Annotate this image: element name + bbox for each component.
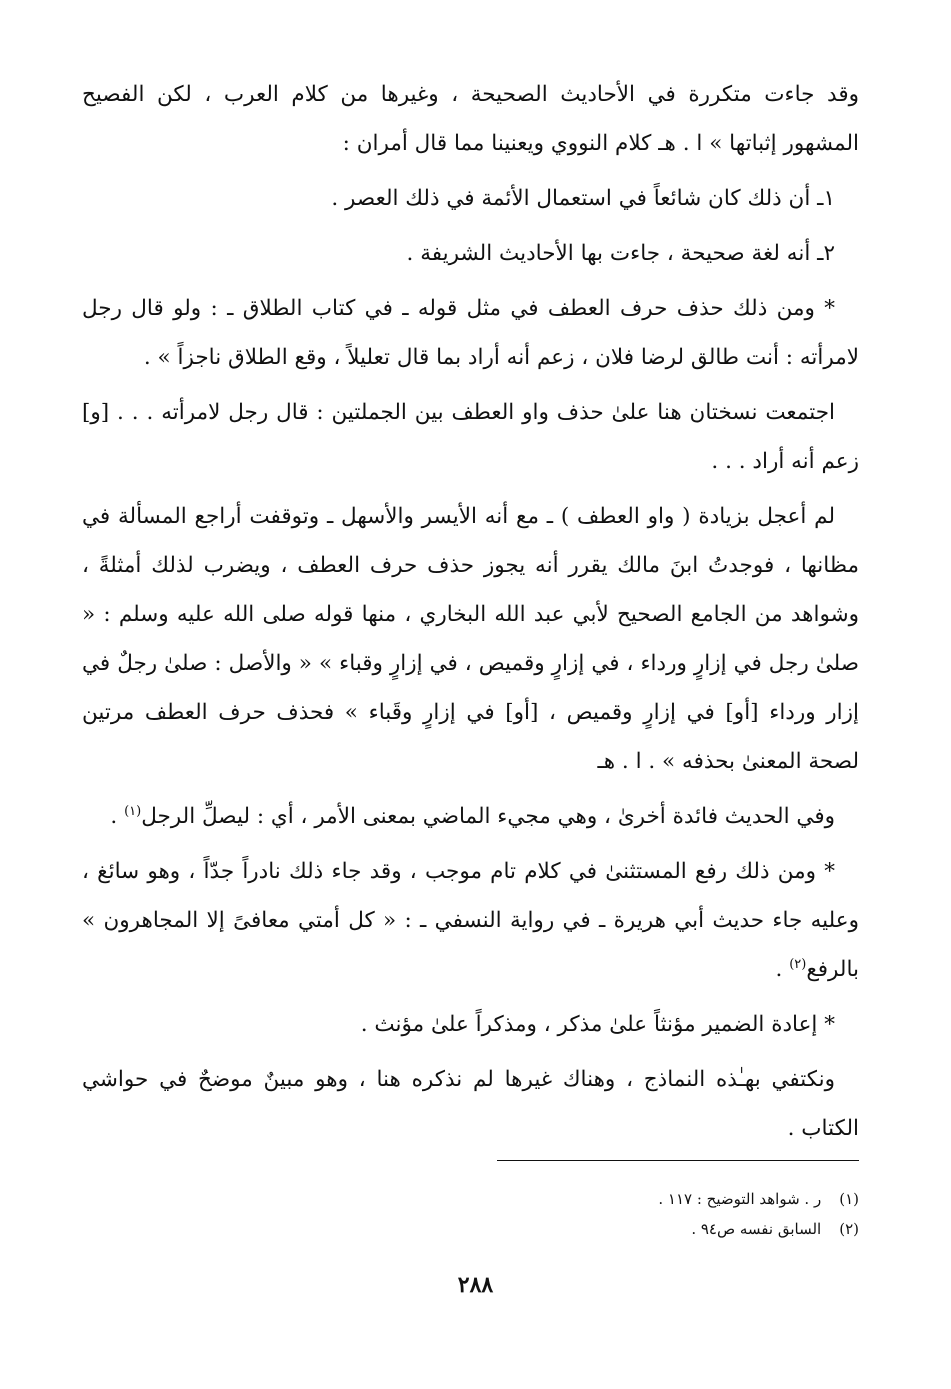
footnote-1-text: ر . شواهد التوضيح : ١١٧ . [658, 1190, 822, 1208]
paragraph-6-text: لم أعجل بزيادة ( واو العطف ) ـ مع أنه الأيسر والأسهل ـ وتوقفت أراجع المسألة في مظانها ، فوجدتُ ابنَ مالك يقرر أنه يجوز حذف حرف العطف ، ويضرب لذلك أمثلةً ، وشواهد من الجامع الصحيح لأبي عبد الله البخاري ، منها قوله صلى الله عليه وسلم : « صلىٰ رجل في إزارٍ ورداء ، في إزارٍ وقميص ، في إزارٍ وقباء » « والأصل : صلىٰ رجلٌ في إزار ورداء [أو] في إزارٍ وقميص ، [أو] في إزارٍ وقَباء » فحذف حرف العطف مرتين لصحة المعنىٰ بحذفه » . ا . هـ [82, 504, 859, 774]
footnote-divider [497, 1160, 859, 1161]
footnotes [82, 1184, 859, 1244]
paragraph-2 [82, 174, 859, 223]
paragraph-9 [82, 1000, 859, 1049]
footnote-2-text: السابق نفسه ص٩٤ . [691, 1220, 822, 1238]
footnote-ref-1: (١) [124, 803, 142, 819]
paragraph-5-text: اجتمعت نسختان هنا علىٰ حذف واو العطف بين الجملتين : قال رجل لامرأته . . . [و] زعم أنه أراد . . . [82, 400, 859, 474]
footnote-1 [82, 1184, 859, 1214]
paragraph-3 [82, 229, 859, 278]
paragraph-4 [82, 284, 859, 382]
footnote-2 [82, 1214, 859, 1244]
paragraph-10-text: ونكتفي بهـٰذه النماذج ، وهناك غيرها لم نذكره هنا ، وهو مبينٌ موضحٌ في حواشي الكتاب . [82, 1067, 859, 1141]
paragraph-8 [82, 847, 859, 994]
paragraph-8-text: * ومن ذلك رفع المستثنىٰ في كلام تام موجب ، وقد جاء ذلك نادراً جدّاً ، وهو سائغ ، وعليه جاء حديث أبي هريرة ـ في رواية النسفي ـ : « كل أمتي معافىً إلا المجاهرون » بالرفع [82, 859, 859, 982]
paragraph-10 [82, 1055, 859, 1153]
paragraph-7-text: وفي الحديث فائدة أخرىٰ ، وهي مجيء الماضي بمعنى الأمر ، أي : ليصلِّ الرجل [141, 804, 835, 829]
list-item-1-text: ١ـ أن ذلك كان شائعاً في استعمال الأئمة في ذلك العصر . [331, 186, 835, 211]
footnote-ref-2: (٢) [789, 956, 807, 972]
paragraph-4-text: * ومن ذلك حذف حرف العطف في مثل قوله ـ في كتاب الطلاق ـ : ولو قال رجل لامرأته : أنت طالق لرضا فلان ، زعم أنه أراد بما قال تعليلاً ، وقع الطلاق ناجزاً » . [82, 296, 859, 370]
footnote-1-marker: (١) [839, 1190, 859, 1208]
paragraph-7-tail: . [110, 804, 125, 829]
footnote-2-marker: (٢) [839, 1220, 859, 1238]
paragraph-8-tail: . [775, 957, 790, 982]
paragraph-9-text: * إعادة الضمير مؤنثاً علىٰ مذكر ، ومذكراً علىٰ مؤنث . [360, 1012, 835, 1037]
paragraph-1-text: وقد جاءت متكررة في الأحاديث الصحيحة ، وغيرها من كلام العرب ، لكن الفصيح المشهور إثباتها » ا . هـ كلام النووي ويعنينا مما قال أمران : [82, 82, 859, 156]
paragraph-1 [82, 70, 859, 168]
paragraph-5 [82, 388, 859, 486]
list-item-2-text: ٢ـ أنه لغة صحيحة ، جاءت بها الأحاديث الشريفة . [406, 241, 835, 266]
paragraph-7 [82, 792, 859, 841]
paragraph-6 [82, 492, 859, 786]
page-number: ٢٨٨ [457, 1272, 494, 1298]
